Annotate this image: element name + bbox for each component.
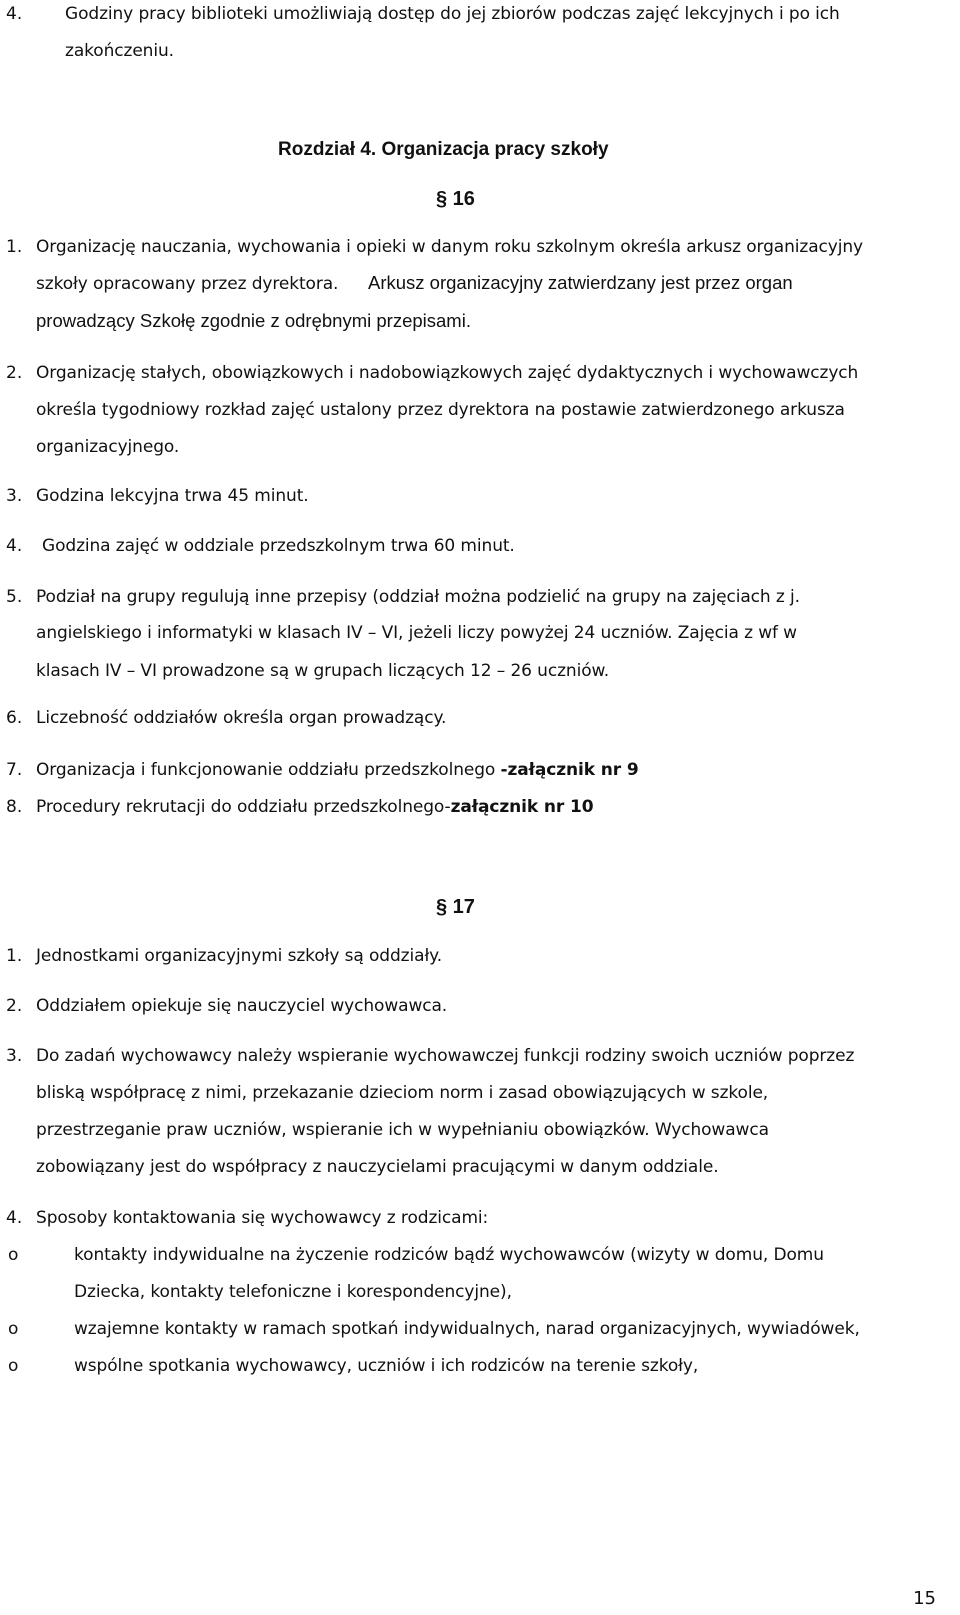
bullet-marker: o	[8, 1319, 19, 1339]
item-text-line: Godziny pracy biblioteki umożliwiają dostęp do jej zbiorów podczas zajęć lekcyjnych i po ich	[65, 4, 840, 24]
item-text: Procedury rekrutacji do oddziału przedszkolnego-	[36, 797, 451, 817]
item-text-line: angielskiego i informatyki w klasach IV – VI, jeżeli liczy powyżej 24 uczniów. Zajęcia z wf w	[36, 623, 797, 643]
item-number: 4.	[6, 536, 23, 556]
bullet-text-line: wspólne spotkania wychowawcy, uczniów i ich rodziców na terenie szkoły,	[74, 1356, 699, 1376]
item-number: 5.	[6, 587, 23, 607]
chapter-title: Rozdział 4. Organizacja pracy szkoły	[278, 139, 609, 160]
item-number: 1.	[6, 237, 23, 257]
item-text-line: zakończeniu.	[65, 41, 174, 61]
item-text-line	[36, 759, 639, 781]
section-16-sign: § 16	[436, 188, 475, 210]
item-text-line: Liczebność oddziałów określa organ prowadzący.	[36, 708, 447, 728]
item-text-line: Organizację nauczania, wychowania i opieki w danym roku szkolnym określa arkusz organizacyjny	[36, 237, 864, 257]
item-number: 4.	[6, 4, 23, 24]
bullet-text-line: Dziecka, kontakty telefoniczne i korespondencyjne),	[74, 1282, 512, 1302]
item-text-line: klasach IV – VI prowadzone są w grupach liczących 12 – 26 uczniów.	[36, 661, 610, 681]
item-number: 7.	[6, 760, 23, 780]
item-text-line: Organizację stałych, obowiązkowych i nadobowiązkowych zajęć dydaktycznych i wychowawczych	[36, 363, 859, 383]
item-text-line: Jednostkami organizacyjnymi szkoły są oddziały.	[36, 946, 443, 966]
bullet-marker: o	[8, 1356, 19, 1376]
bullet-text-line: kontakty indywidualne na życzenie rodziców bądź wychowawców (wizyty w domu, Domu	[74, 1245, 824, 1265]
item-text-line: organizacyjnego.	[36, 437, 180, 457]
item-number: 6.	[6, 708, 23, 728]
item-text-line	[36, 796, 593, 818]
item-number: 3.	[6, 486, 23, 506]
item-text-line: zobowiązany jest do współpracy z nauczycielami pracującymi w danym oddziale.	[36, 1157, 719, 1177]
item-text-line: prowadzący Szkołę zgodnie z odrębnymi przepisami.	[36, 310, 471, 331]
item-text-line: Arkusz organizacyjny zatwierdzany jest przez organ	[368, 272, 793, 293]
item-text-line: szkoły opracowany przez dyrektora.	[36, 274, 339, 294]
item-text: Organizacja i funkcjonowanie oddziału przedszkolnego	[36, 760, 501, 780]
item-text-line: bliską współpracę z nimi, przekazanie dzieciom norm i zasad obowiązujących w szkole,	[36, 1083, 769, 1103]
attachment-reference: -załącznik nr 9	[500, 760, 639, 780]
item-number: 4.	[6, 1208, 23, 1228]
bullet-marker: o	[8, 1245, 19, 1265]
item-text-line: Oddziałem opiekuje się nauczyciel wychowawca.	[36, 996, 448, 1016]
bullet-text-line: wzajemne kontakty w ramach spotkań indywidualnych, narad organizacyjnych, wywiadówek,	[74, 1319, 860, 1339]
item-text-line: określa tygodniowy rozkład zajęć ustalony przez dyrektora na postawie zatwierdzonego arkusza	[36, 400, 845, 420]
item-number: 2.	[6, 363, 23, 383]
page-number: 15	[913, 1588, 936, 1609]
item-text-line: Do zadań wychowawcy należy wspieranie wychowawczej funkcji rodziny swoich uczniów poprzez	[36, 1046, 855, 1066]
item-text-line: Godzina zajęć w oddziale przedszkolnym trwa 60 minut.	[42, 536, 515, 556]
attachment-reference: załącznik nr 10	[450, 797, 594, 817]
item-number: 2.	[6, 996, 23, 1016]
item-number: 3.	[6, 1046, 23, 1066]
item-text-line: przestrzeganie praw uczniów, wspieranie ich w wypełnianiu obowiązków. Wychowawca	[36, 1120, 769, 1140]
item-text-line: Sposoby kontaktowania się wychowawcy z rodzicami:	[36, 1208, 489, 1228]
item-number: 8.	[6, 797, 23, 817]
section-17-sign: § 17	[436, 896, 475, 918]
item-number: 1.	[6, 946, 23, 966]
item-text-line: Godzina lekcyjna trwa 45 minut.	[36, 486, 309, 506]
item-text-line: Podział na grupy regulują inne przepisy (oddział można podzielić na grupy na zajęciach z j.	[36, 587, 800, 607]
